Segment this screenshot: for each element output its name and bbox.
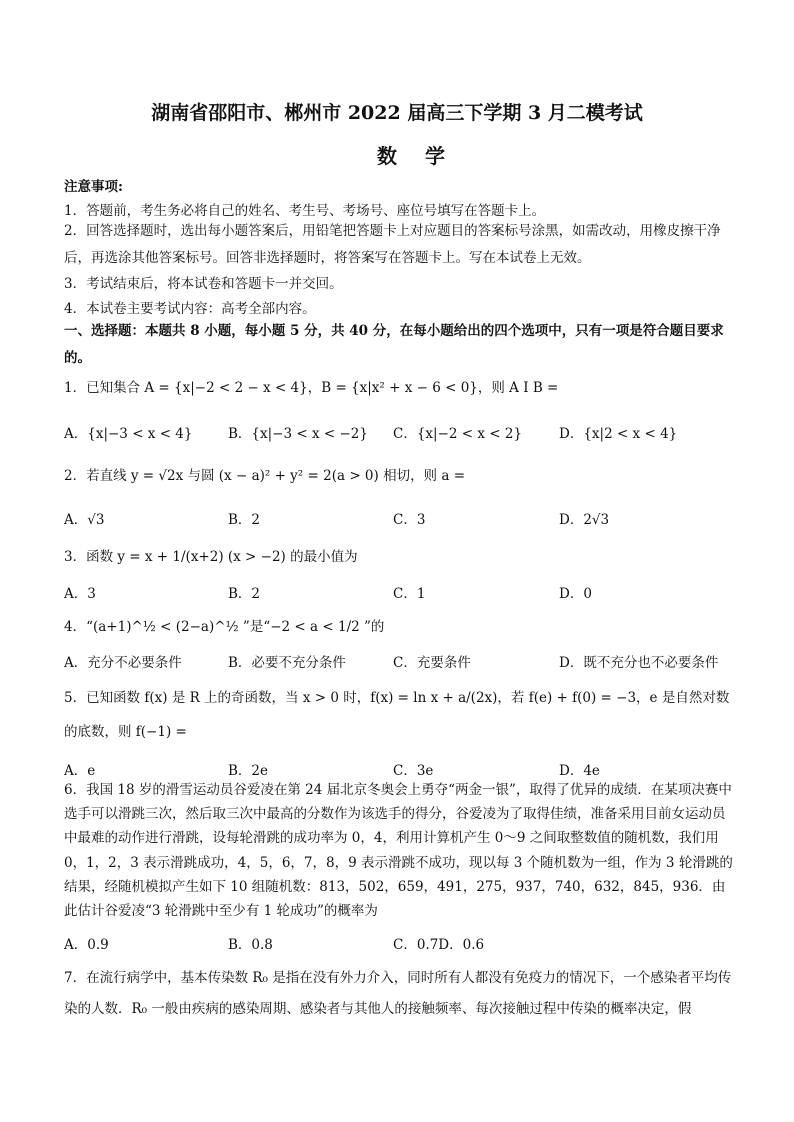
question-option: A．充分不必要条件 xyxy=(64,655,182,671)
question-option: D．2√3 xyxy=(559,512,610,528)
question-option: C．{x|−2 < x < 2} xyxy=(393,426,523,442)
question-option: C．3 xyxy=(393,512,426,528)
question-stem: 2．若直线 y = √2x 与圆 (x − a)² + y² = 2(a > 0) 相切，则 a = xyxy=(64,468,466,484)
section-heading: 一、选择题：本题共 8 小题，每小题 5 分，共 40 分，在每小题给出的四个选项中，只有一项是符合题目要求的。 xyxy=(64,323,724,366)
note-item: 2．回答选择题时，选出每小题答案后，用铅笔把答题卡上对应题目的答案标号涂黑，如需改动，用橡皮擦干净后，再选涂其他答案标号。回答非选择题时，将答案写在答题卡上。写在本试卷上无效。 xyxy=(64,223,721,266)
question-option: A．3 xyxy=(64,586,96,602)
question-option: B．2 xyxy=(228,586,261,602)
question-stem-continued: 的底数，则 f(−1) = xyxy=(64,724,187,740)
question-option: A．{x|−3 < x < 4} xyxy=(64,426,193,442)
notes-heading: 注意事项: xyxy=(64,179,123,195)
question-option: A．e xyxy=(64,763,96,779)
question-option: C．1 xyxy=(393,586,426,602)
question-option: C．充要条件 xyxy=(393,655,471,671)
question-option: B．2 xyxy=(228,512,261,528)
question-stem: 3．函数 y = x + 1/(x+2) (x > −2) 的最小值为 xyxy=(64,549,358,565)
note-item: 4．本试卷主要考试内容：高考全部内容。 xyxy=(64,301,316,317)
question-stem: 7．在流行病学中，基本传染数 R₀ 是指在没有外力介入，同时所有人都没有免疫力的情况下，一个感染者平均传染的人数．R₀ 一般由疾病的感染周期、感染者与其他人的接触频率、每次接触过程中传染的概率决定，假 xyxy=(64,970,732,1017)
question-option: D．4e xyxy=(559,763,600,779)
question-option: A．0.9 xyxy=(64,937,109,953)
question-option: B．{x|−3 < x < −2} xyxy=(228,426,368,442)
exam-title: 湖南省邵阳市、郴州市 2022 届高三下学期 3 月二模考试 xyxy=(151,102,643,124)
question-option: B．0.8 xyxy=(228,937,273,953)
question-option: D．既不充分也不必要条件 xyxy=(559,655,719,671)
subject-title: 数学 xyxy=(377,144,473,168)
question-option: C．0.7D．0.6 xyxy=(393,937,485,953)
note-item: 1．答题前，考生务必将自己的姓名、考生号、考场号、座位号填写在答题卡上。 xyxy=(64,203,546,219)
question-option: C．3e xyxy=(393,763,434,779)
question-stem: 1．已知集合 A = {x|−2 < 2 − x < 4}，B = {x|x² + x − 6 < 0}，则 A I B = xyxy=(64,380,559,396)
question-option: D．{x|2 < x < 4} xyxy=(559,426,678,442)
question-option: B．必要不充分条件 xyxy=(228,655,346,671)
question-stem: 6．我国 18 岁的滑雪运动员谷爱凌在第 24 届北京冬奥会上勇夺“两金一银”，取得了优异的成绩．在某项决赛中选手可以滑跳三次，然后取三次中最高的分数作为该选手的得分，谷爱凌为了取得佳绩，准备采用目前女运动员中最难的动作进行滑跳，设每轮滑跳的成功率为 0，4，利用计算机产生 0～9 之间取整数值的随机数，我们用 0，1，2，3 表示滑跳成功，4，5，6，7，8，9 表示滑跳不成功，现以每 3 个随机数为一组，作为 3 轮滑跳的结果，经随机模拟产生如下 10 组随机数：813，502，659，491，275，937，740，632，845，936．由此估计谷爱凌“3 轮滑跳中至少有 1 轮成功”的概率为 xyxy=(64,782,733,920)
question-stem: 4．“(a+1)^½ < (2−a)^½ ”是“−2 < a < 1/2 ”的 xyxy=(64,619,385,635)
question-option: B．2e xyxy=(228,763,268,779)
question-option: D．0 xyxy=(559,586,592,602)
note-item: 3．考试结束后，将本试卷和答题卡一并交回。 xyxy=(64,276,343,292)
question-option: A．√3 xyxy=(64,512,105,528)
question-stem: 5．已知函数 f(x) 是 R 上的奇函数，当 x > 0 时，f(x) = ln x + a/(2x)，若 f(e) + f(0) = −3，e 是自然对数 xyxy=(64,690,730,706)
